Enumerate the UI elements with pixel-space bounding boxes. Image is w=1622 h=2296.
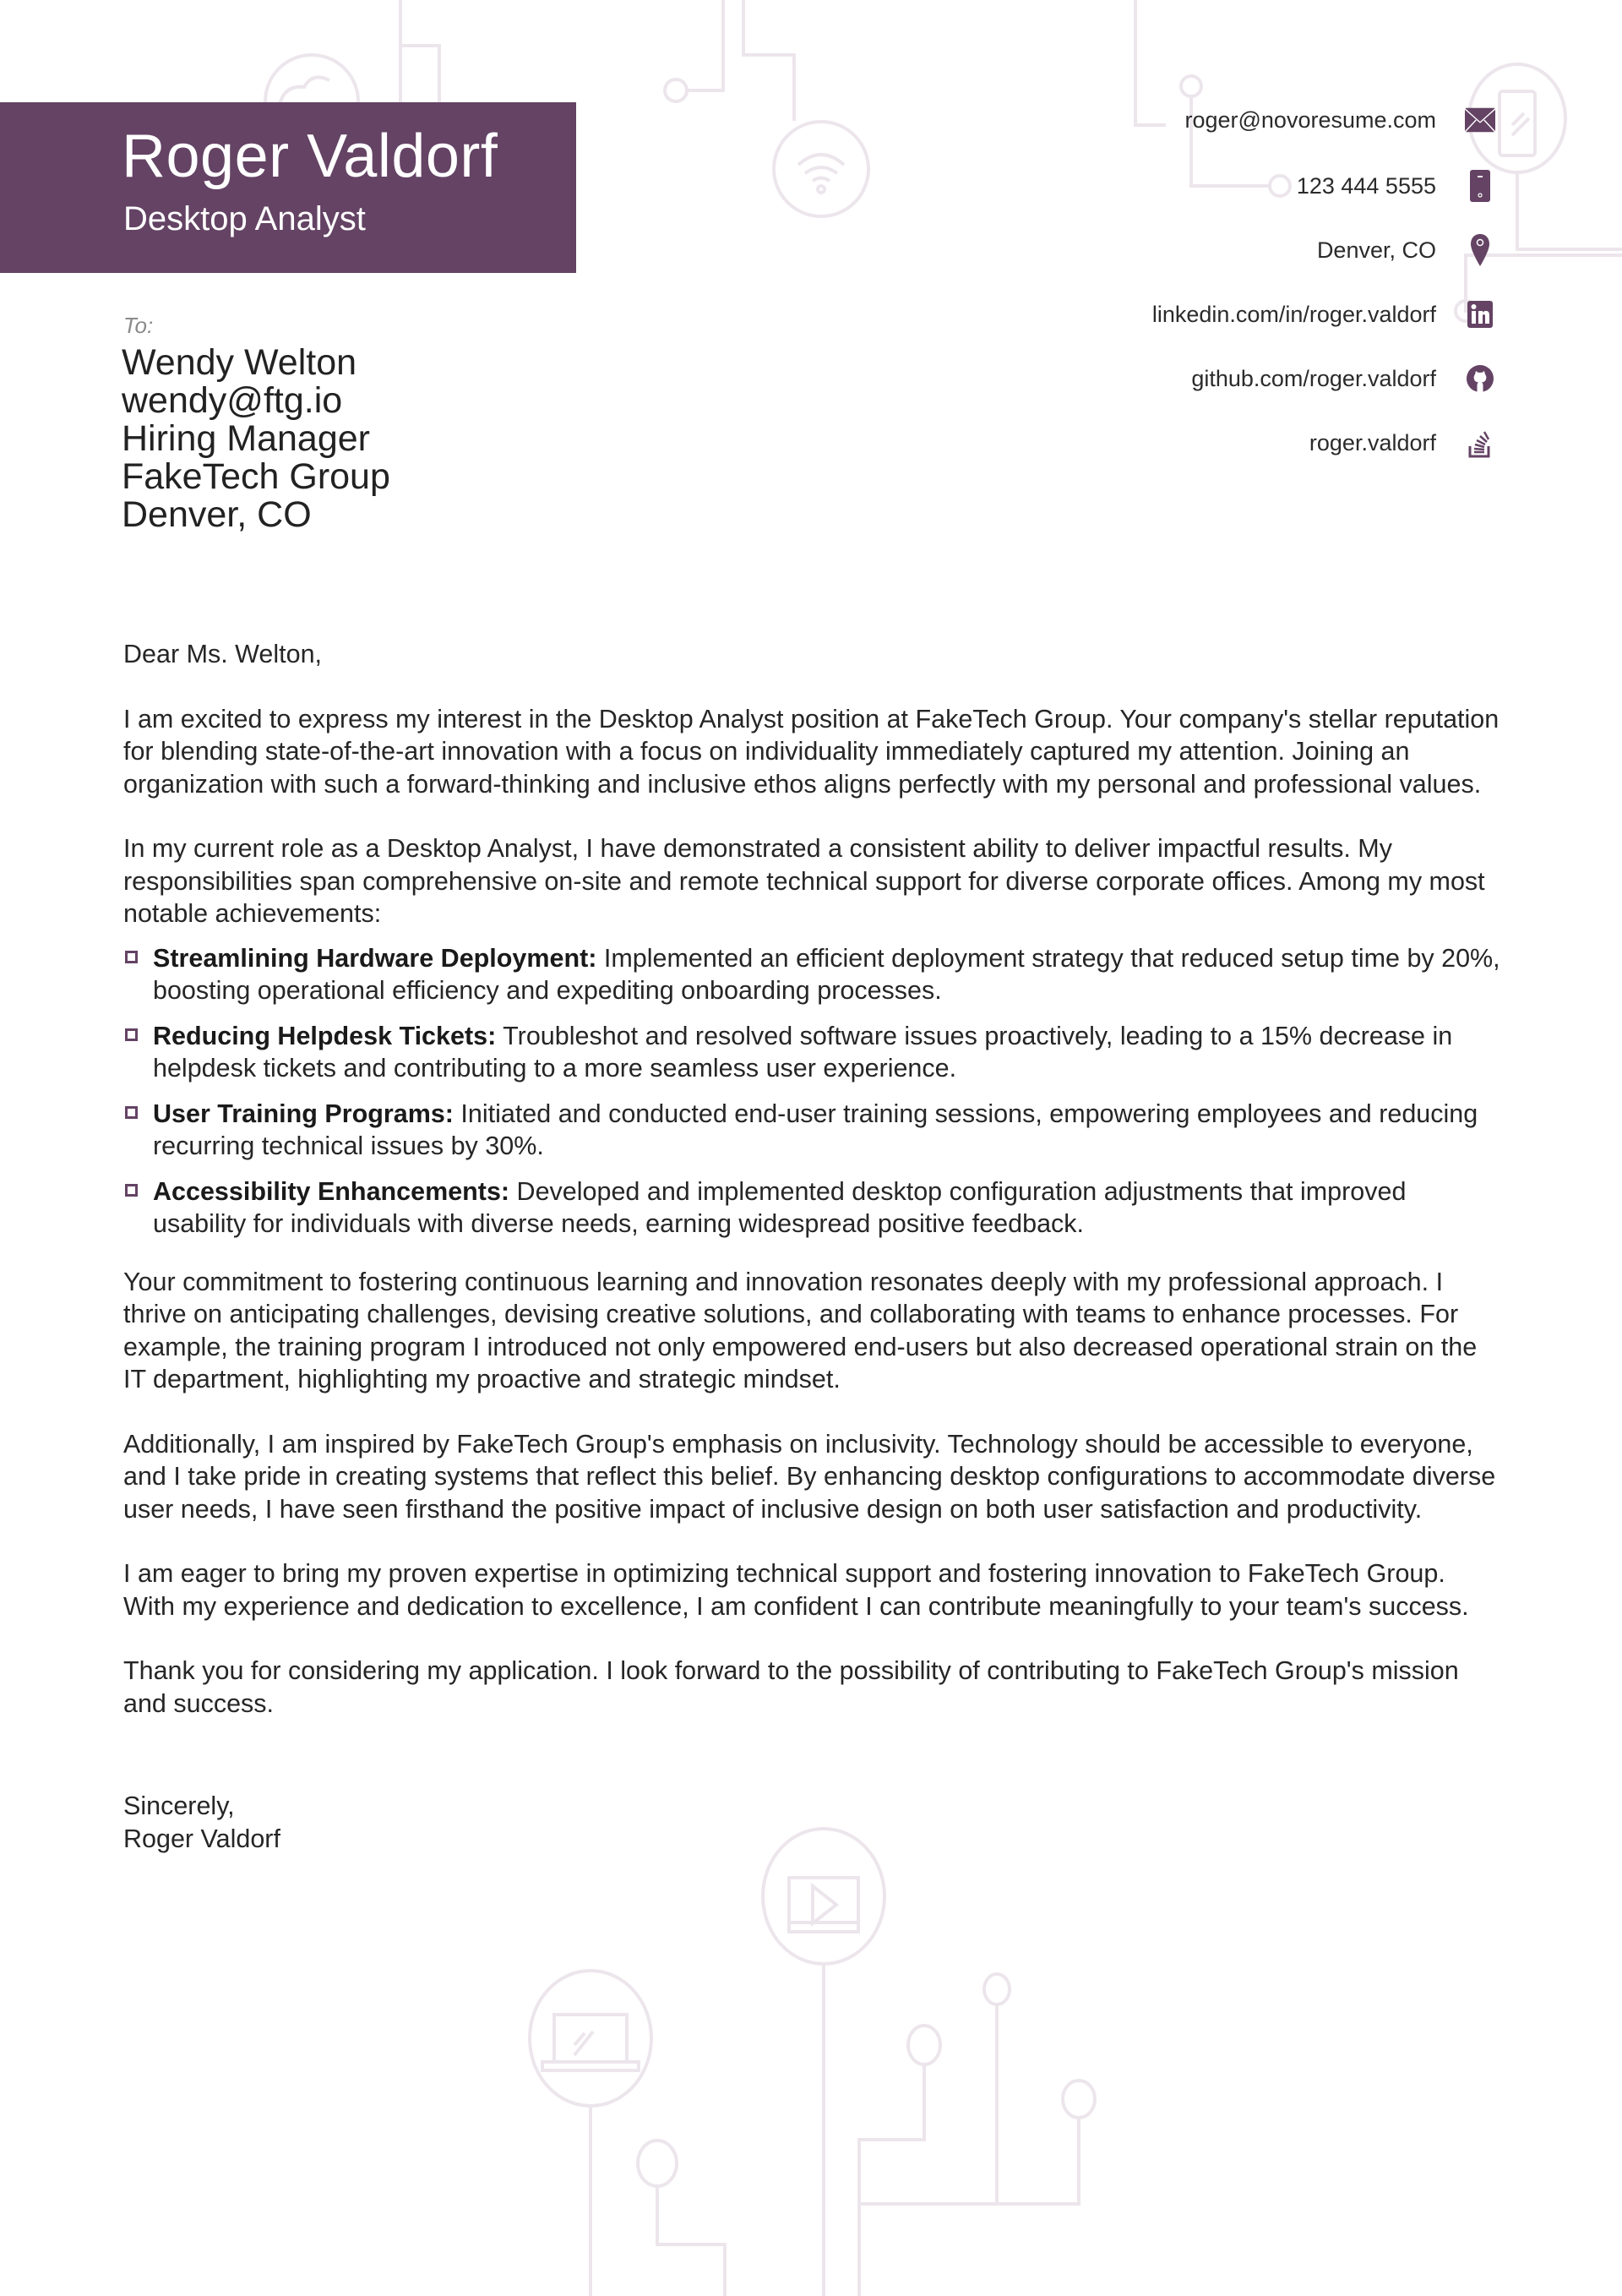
recipient-name: Wendy Welton	[122, 342, 357, 383]
paragraph-commitment: Your commitment to fostering continuous learning and innovation resonates deeply with my professional approach. I thrive on anticipating challenges, devising creative solutions, and collaborating with teams to enhance processes. For example, the training program I introduced not only empowered end-users but also decreased operational strain on the IT department, highlighting my proactive and strategic mindset.	[123, 1267, 1478, 1393]
contact-phone[interactable]	[1297, 169, 1495, 203]
paragraph-current-role: In my current role as a Desktop Analyst, I have demonstrated a consistent ability to deliver impactful results. My responsibilities span comprehensive on-site and remote technical support for diverse corporate offices. Among my most notable achievements:	[123, 834, 1485, 928]
header-banner	[0, 102, 576, 273]
laptop-icon-circle	[530, 1971, 651, 2106]
achievement-text: Implemented an efficient deployment strategy that reduced setup time by 20%, boosting operational efficiency and expediting onboarding processes.	[153, 943, 1500, 1005]
contact-phone-text[interactable]: 123 444 5555	[1296, 172, 1436, 199]
envelope-icon	[1465, 105, 1495, 135]
candidate-title: Desktop Analyst	[123, 200, 366, 237]
signature-name: Roger Valdorf	[123, 1824, 280, 1853]
contact-github[interactable]	[1191, 362, 1495, 395]
salutation: Dear Ms. Welton,	[123, 640, 323, 668]
phone-icon	[1465, 171, 1495, 201]
achievement-item	[123, 1020, 1500, 1085]
linkedin-icon	[1465, 299, 1495, 330]
contact-linkedin-text[interactable]: linkedin.com/in/roger.valdorf	[1151, 301, 1436, 327]
achievement-text: Developed and implemented desktop configuration adjustments that improved usability for individuals with diverse needs, earning widespread positive feedback.	[153, 1176, 1407, 1238]
bullet-square-icon	[125, 951, 138, 963]
closing-block	[123, 1790, 1500, 1855]
letter-body	[123, 638, 1500, 1855]
closing-phrase: Sincerely,	[123, 1792, 235, 1820]
achievement-title: User Training Programs:	[153, 1099, 454, 1128]
recipient-location: Denver, CO	[122, 494, 312, 535]
recipient-email[interactable]: wendy@ftg.io	[122, 380, 343, 421]
to-label: To:	[123, 313, 154, 338]
bullet-square-icon	[125, 1106, 138, 1119]
contact-email[interactable]	[1184, 103, 1495, 137]
achievements-list	[123, 942, 1500, 1241]
paragraph-eager: I am eager to bring my proven expertise in optimizing technical support and fostering innovation to FakeTech Group. With my experience and dedication to excellence, I am confident I can contribute meaningfully to your team's success.	[123, 1559, 1469, 1621]
bullet-square-icon	[125, 1184, 138, 1197]
bullet-square-icon	[125, 1028, 138, 1041]
contact-location-text: Denver, CO	[1316, 237, 1436, 263]
map-pin-icon	[1465, 235, 1495, 265]
contact-stackoverflow-text[interactable]: roger.valdorf	[1309, 429, 1436, 455]
contact-github-text[interactable]: github.com/roger.valdorf	[1191, 365, 1436, 391]
recipient-block	[122, 344, 390, 534]
achievement-text: Initiated and conducted end-user training sessions, empowering employees and reducing recurring technical issues by 30%.	[153, 1099, 1478, 1160]
achievement-title: Reducing Helpdesk Tickets:	[153, 1021, 497, 1050]
achievement-item	[123, 942, 1500, 1007]
achievement-item	[123, 1098, 1500, 1163]
contact-email-text[interactable]: roger@novoresume.com	[1184, 106, 1436, 133]
stackoverflow-icon	[1465, 428, 1495, 458]
candidate-name: Roger Valdorf	[122, 123, 498, 190]
achievement-title: Accessibility Enhancements:	[153, 1176, 510, 1206]
github-icon	[1465, 363, 1495, 394]
paragraph-intro: I am excited to express my interest in the Desktop Analyst position at FakeTech Group. Your company's stellar reputation for blending state-of-the-art innovation with a focus on individuality immediately captured my attention. Joining an organization with such a forward-thinking and inclusive ethos aligns perfectly with my personal and professional values.	[123, 704, 1500, 799]
recipient-position: Hiring Manager	[122, 418, 370, 459]
recipient-company: FakeTech Group	[122, 456, 390, 497]
paragraph-thanks: Thank you for considering my application. I look forward to the possibility of contributing to FakeTech Group's mission and success.	[123, 1656, 1459, 1718]
contact-stackoverflow[interactable]	[1309, 426, 1495, 460]
wifi-icon-circle	[774, 122, 868, 216]
contact-linkedin[interactable]	[1152, 297, 1495, 331]
achievement-text: Troubleshot and resolved software issues proactively, leading to a 15% decrease in helpdesk tickets and contributing to a more seamless user experience.	[153, 1021, 1453, 1083]
paragraph-inclusivity: Additionally, I am inspired by FakeTech Group's emphasis on inclusivity. Technology should be accessible to everyone, and I take pride in creating systems that reflect this belief. By enhancing desktop configurations to accommodate diverse user needs, I have seen firsthand the positive impact of inclusive design on both user satisfaction and productivity.	[123, 1429, 1496, 1524]
achievement-item	[123, 1175, 1500, 1241]
achievement-title: Streamlining Hardware Deployment:	[153, 943, 597, 973]
contact-location	[1317, 233, 1495, 267]
